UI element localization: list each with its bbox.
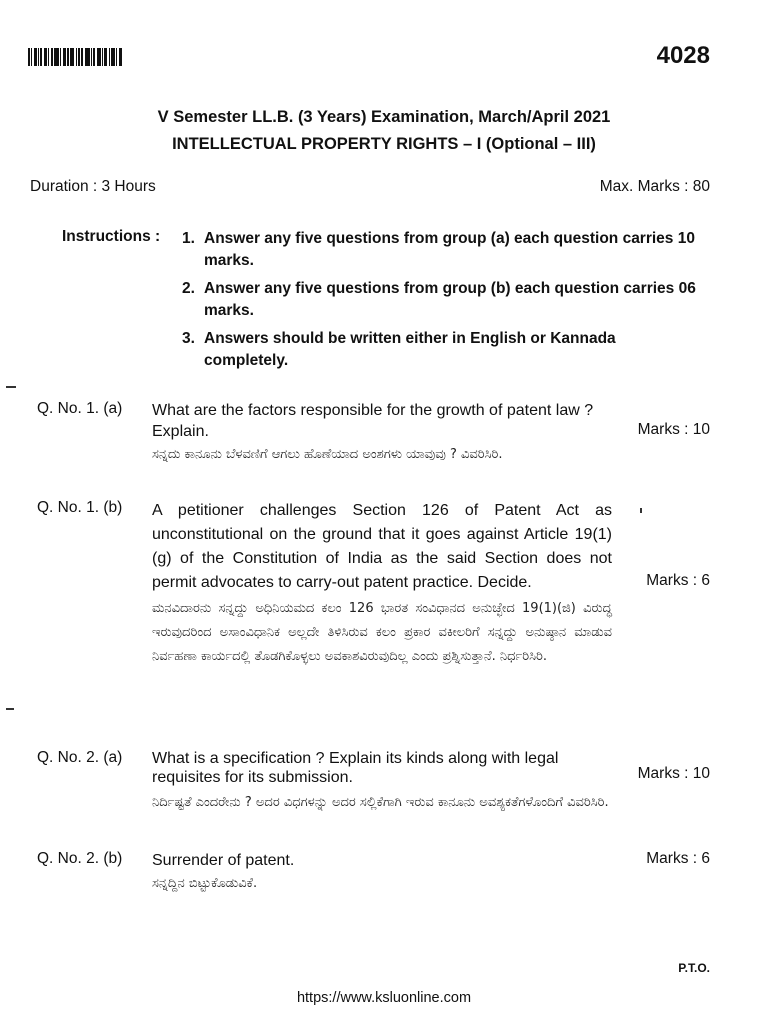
question-label: Q. No. 2. (a): [37, 749, 123, 766]
instruction-text: Answers should be written either in English or Kannada completely.: [204, 330, 616, 369]
instruction-number: 3.: [182, 330, 195, 347]
question-marks: Marks : 10: [637, 421, 710, 438]
instruction-item: [182, 278, 702, 322]
instructions-label: Instructions :: [62, 228, 161, 245]
duration: Duration : 3 Hours: [30, 178, 156, 195]
question-2a-body: [152, 749, 612, 815]
instruction-number: 2.: [182, 280, 195, 297]
question-2b-body: [152, 850, 612, 894]
exam-title: V Semester LL.B. (3 Years) Examination, March/April 2021: [157, 108, 611, 126]
question-marks: Marks : 10: [637, 765, 710, 782]
question-marks: Marks : 6: [646, 572, 710, 589]
subject-title: INTELLECTUAL PROPERTY RIGHTS – I (Optional – III): [172, 135, 596, 153]
paper-code: 4028: [656, 42, 710, 69]
instruction-item: [182, 228, 702, 272]
scan-mark: [6, 708, 14, 710]
question-text: What is a specification ? Explain its kinds along with legal requisites for its submission.: [152, 750, 559, 786]
scan-mark: [640, 508, 642, 513]
question-text: A petitioner challenges Section 126 of Patent Act as unconstitutional on the ground that it goes against Article 19(1)(g) of the Constitution of India as the said Section does not permit advocates to carry-out patent practice. Decide.: [152, 502, 612, 591]
question-label: Q. No. 1. (b): [37, 499, 123, 516]
pto-label: P.T.O.: [678, 961, 710, 975]
question-marks: Marks : 6: [646, 850, 710, 867]
question-text: Surrender of patent.: [152, 852, 295, 869]
question-text-kannada: ಸನ್ನದು ಕಾನೂನು ಬೆಳವಣಿಗೆ ಆಗಲು ಹೊಣೆಯಾದ ಅಂಶಗಳು ಯಾವುವು ? ವಿವರಿಸಿರಿ.: [152, 447, 503, 462]
question-label: Q. No. 2. (b): [37, 850, 123, 867]
instruction-number: 1.: [182, 230, 195, 247]
question-text-kannada: ಮನವಿದಾರನು ಸನ್ನದ್ದು ಅಧಿನಿಯಮದ ಕಲಂ 126 ಭಾರತ ಸಂವಿಧಾನದ ಅನುಚ್ಛೇದ 19(1)(ಜಿ) ವಿರುದ್ಧ ಇರುವುದರಿಂದ ಅಸಾಂವಿಧಾನಿಕ ಅಲ್ಲದೇ ತಿಳಿಸಿರುವ ಕಲಂ ಪ್ರಕಾರ ವಕೀಲರಿಗೆ ಸನ್ನದ್ದು ಅನುಷ್ಠಾನ ಮಾಡುವ ನಿರ್ವಹಣಾ ಕಾರ್ಯದಲ್ಲಿ ತೊಡಗಿಕೊಳ್ಳಲು ಅವಕಾಶವಿರುವುದಿಲ್ಲ ಎಂದು ಪ್ರಶ್ನಿಸುತ್ತಾನೆ. ನಿರ್ಧರಿಸಿರಿ.: [152, 601, 612, 664]
instruction-item: [182, 328, 702, 372]
question-text-kannada: ನಿರ್ದಿಷ್ಟತೆ ಎಂದರೇನು ? ಅದರ ವಿಧಗಳನ್ನು ಅದರ ಸಲ್ಲಿಕೆಗಾಗಿ ಇರುವ ಕಾನೂನು ಅವಶ್ಯಕತೆಗಳೊಂದಿಗೆ ವಿವರಿಸಿರಿ.: [152, 795, 609, 810]
scan-mark: [6, 386, 16, 388]
barcode: [28, 48, 122, 66]
instruction-text: Answer any five questions from group (b) each question carries 06 marks.: [204, 280, 696, 319]
question-text-kannada: ಸನ್ನದ್ದಿನ ಬಿಟ್ಟುಕೊಡುವಿಕೆ.: [152, 876, 258, 891]
question-1b-body: [152, 499, 612, 669]
footer-url: https://www.ksluonline.com: [296, 990, 472, 1006]
question-1a-body: [152, 400, 612, 465]
question-label: Q. No. 1. (a): [37, 400, 123, 417]
instruction-text: Answer any five questions from group (a) each question carries 10 marks.: [204, 230, 695, 269]
question-text: What are the factors responsible for the growth of patent law ? Explain.: [152, 402, 594, 440]
max-marks: Max. Marks : 80: [599, 178, 710, 195]
